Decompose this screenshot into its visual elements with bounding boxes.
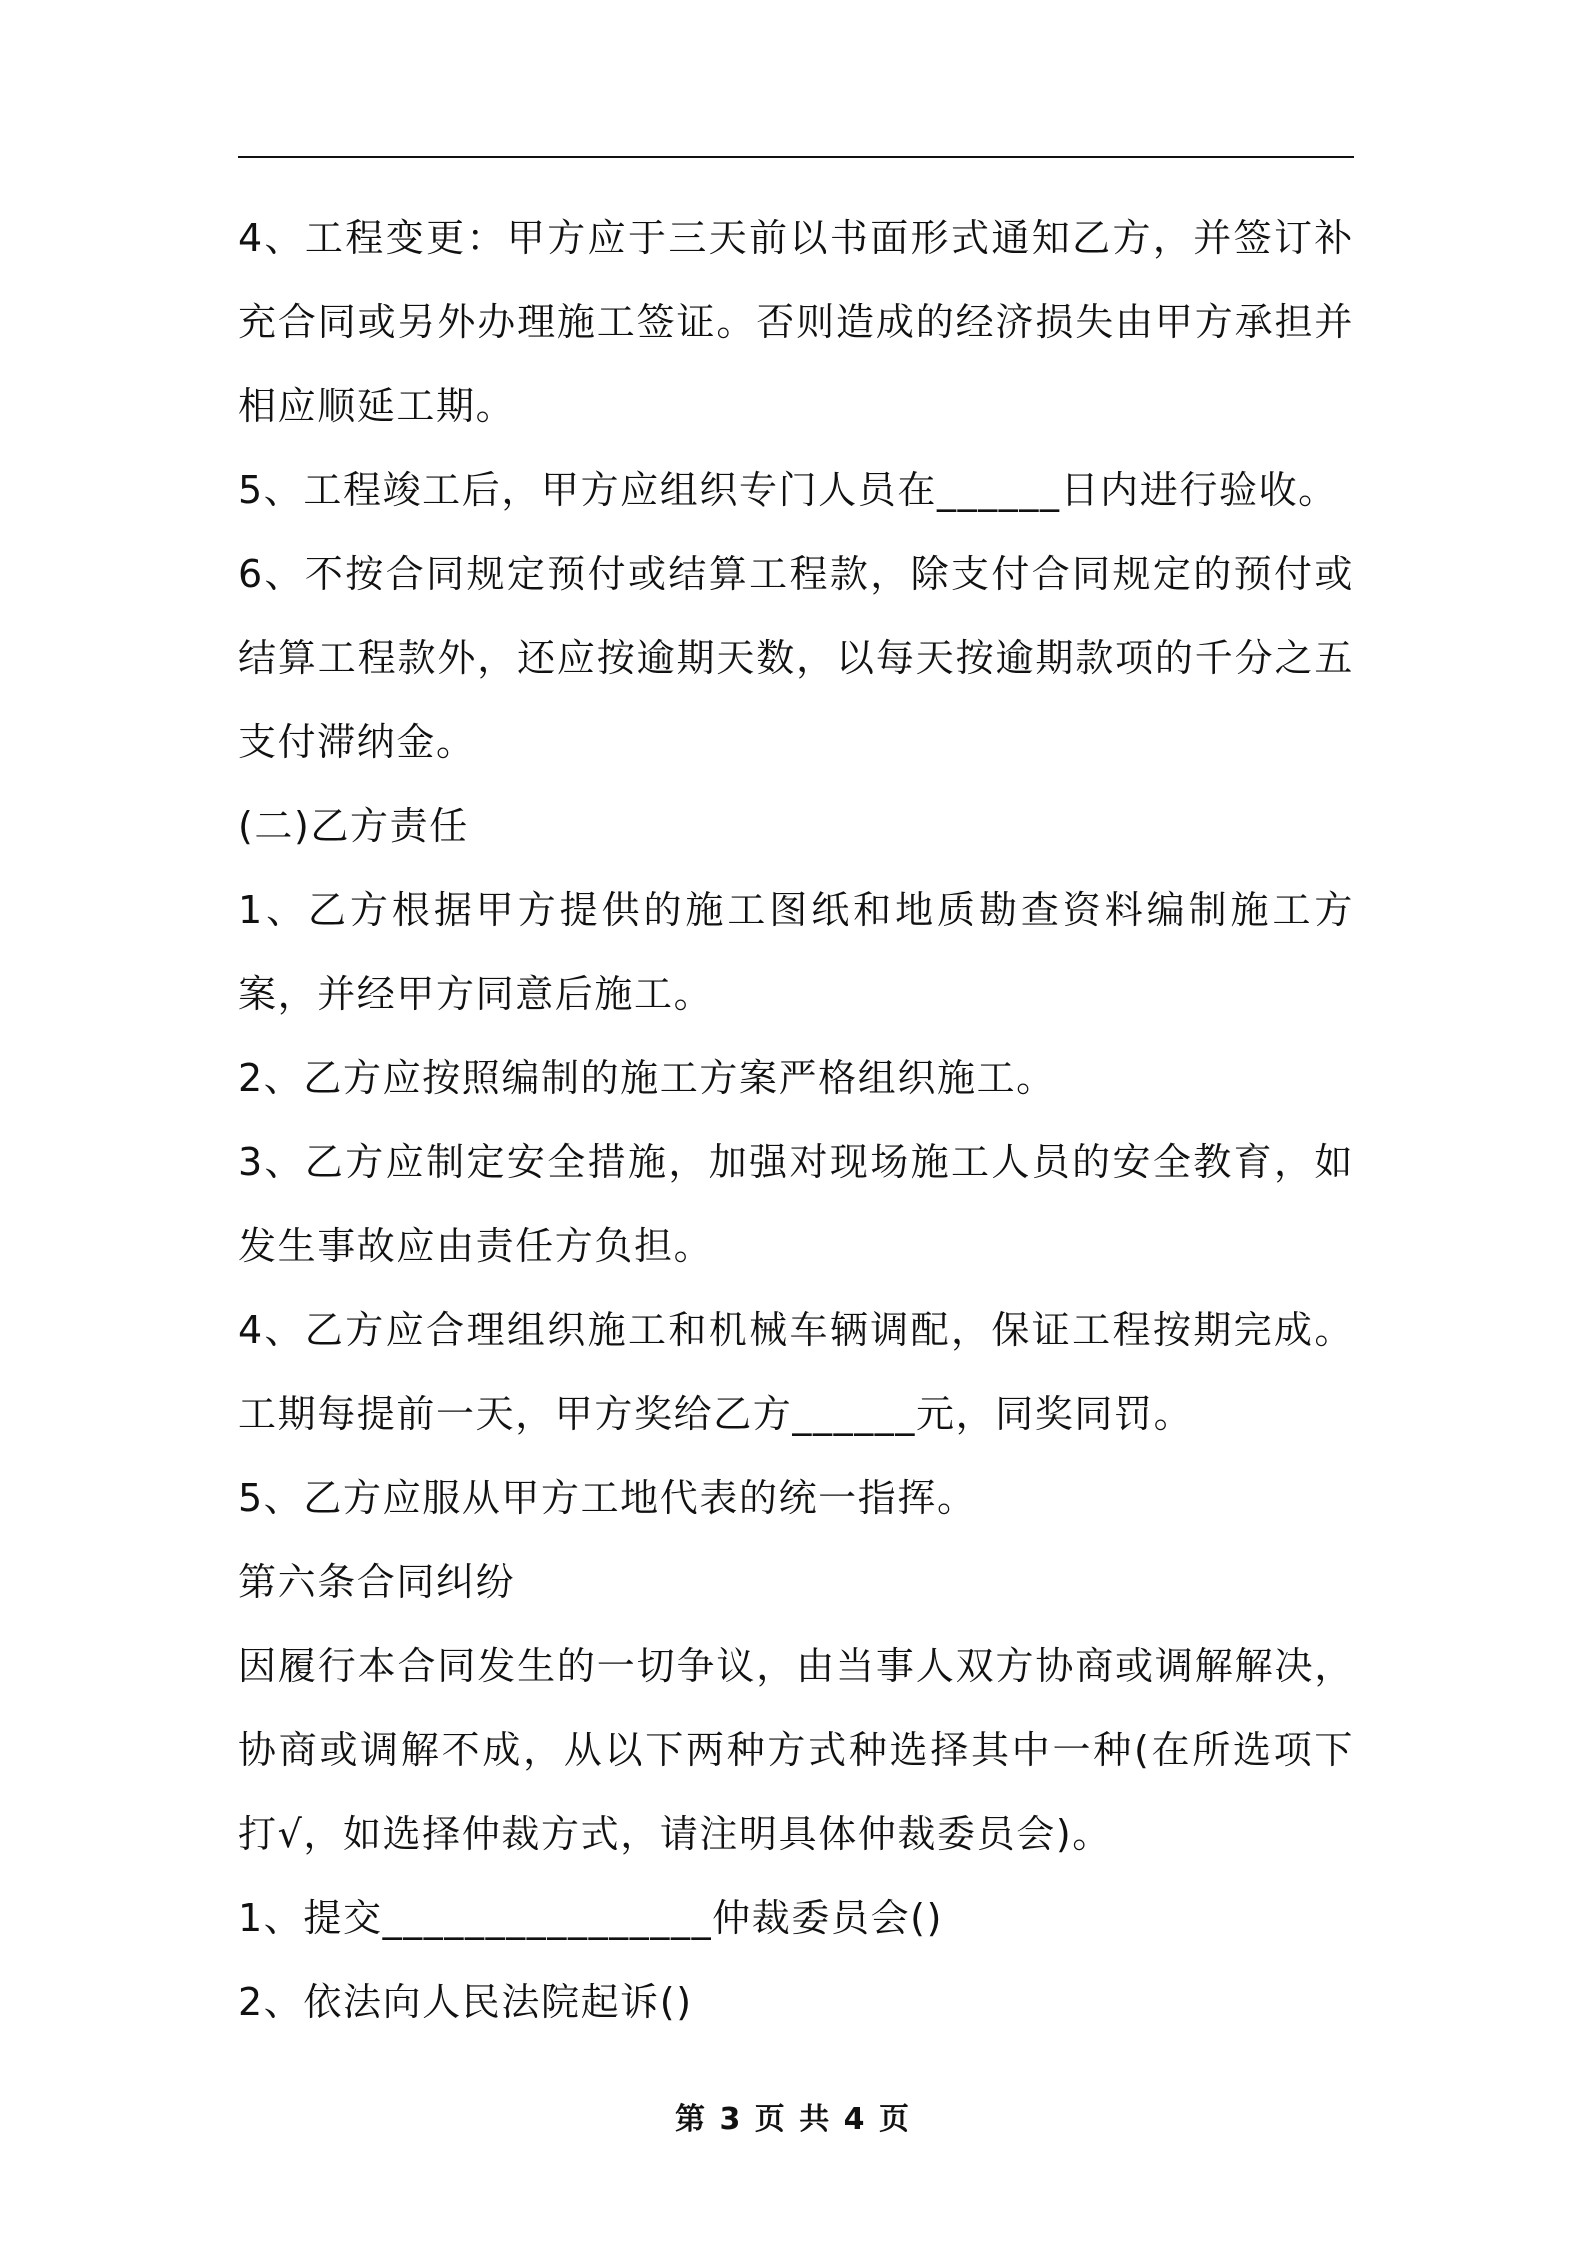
header-rule [238,156,1354,158]
clause-b5-obey-command: 5、乙方应服从甲方工地代表的统一指挥。 [238,1476,977,1520]
article-6-heading: 第六条合同纠纷 [238,1560,516,1604]
clause-a5-acceptance: 5、工程竣工后，甲方应组织专门人员在______日内进行验收。 [238,468,1338,512]
option-arbitration: 1、提交________________仲裁委员会() [238,1896,944,1940]
clause-a4-engineering-change: 4、工程变更：甲方应于三天前以书面形式通知乙方，并签订补充合同或另外办理施工签证。否则造成的经济损失由甲方承担并相应顺延工期。 [238,216,1354,428]
page-number: 第 3 页 共 4 页 [675,2102,911,2137]
document-body [238,196,1354,2044]
clause-a6-late-payment: 6、不按合同规定预付或结算工程款，除支付合同规定的预付或结算工程款外，还应按逾期天数，以每天按逾期款项的千分之五支付滞纳金。 [238,552,1354,764]
section-heading-party-b: (二)乙方责任 [238,804,469,848]
clause-b4-schedule-bonus: 4、乙方应合理组织施工和机械车辆调配，保证工程按期完成。工期每提前一天，甲方奖给乙方______元，同奖同罚。 [238,1308,1354,1436]
dispute-resolution-text: 因履行本合同发生的一切争议，由当事人双方协商或调解解决，协商或调解不成，从以下两种方式种选择其中一种(在所选项下打√，如选择仲裁方式，请注明具体仲裁委员会)。 [238,1644,1354,1856]
clause-b1-construction-plan: 1、乙方根据甲方提供的施工图纸和地质勘查资料编制施工方案，并经甲方同意后施工。 [238,888,1354,1016]
option-court: 2、依法向人民法院起诉() [238,1980,693,2024]
clause-b2-organize-construction: 2、乙方应按照编制的施工方案严格组织施工。 [238,1056,1056,1100]
clause-b3-safety: 3、乙方应制定安全措施，加强对现场施工人员的安全教育，如发生事故应由责任方负担。 [238,1140,1354,1268]
